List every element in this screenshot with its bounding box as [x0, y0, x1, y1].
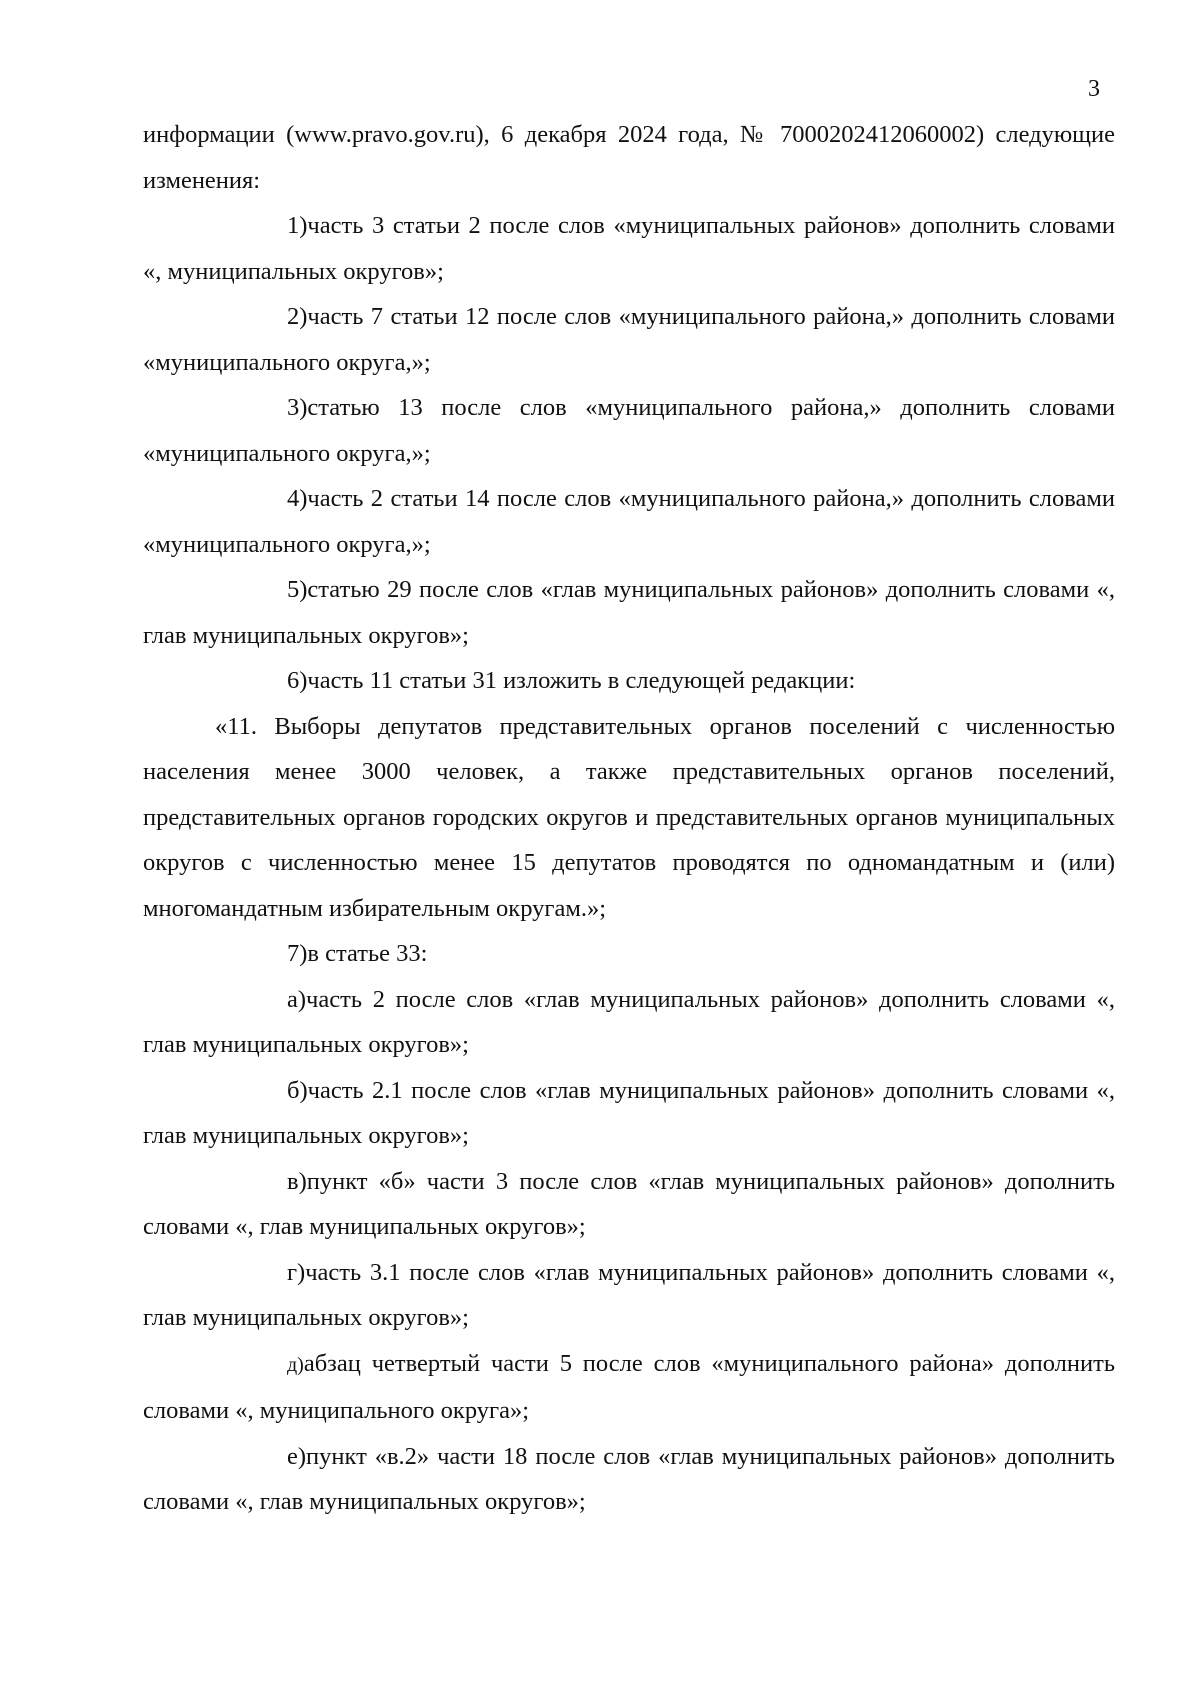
list-marker: 1) — [287, 212, 308, 239]
list-marker: е) — [287, 1442, 307, 1470]
list-item — [143, 1068, 1115, 1159]
list-item — [143, 1159, 1115, 1250]
paragraph-text: «11. Выборы депутатов представительных органов поселений с численностью населения менее 3000 человек, а также представительных органов поселений, представительных органов городских округов и представительных органов муниципальных округов с численностью менее 15 депутатов проводятся по одномандатным и (или) многомандатным избирательным округам.»; — [143, 712, 1115, 922]
list-item — [143, 1250, 1115, 1341]
paragraph-text: часть 2 после слов «глав муниципальных районов» дополнить словами «, глав муниципальных округов»; — [143, 985, 1115, 1058]
list-marker: 2) — [287, 303, 308, 330]
list-marker: 6) — [287, 667, 308, 694]
paragraph-text: в статье 33: — [307, 940, 428, 967]
list-item — [143, 294, 1115, 385]
list-marker: 4) — [287, 485, 308, 512]
list-item — [143, 1341, 1115, 1434]
paragraph-text: часть 7 статьи 12 после слов «муниципального района,» дополнить словами «муниципального округа,»; — [143, 303, 1115, 376]
list-item — [143, 476, 1115, 567]
list-marker: 5) — [287, 576, 308, 603]
list-marker: в) — [287, 1167, 307, 1195]
paragraph-text: часть 2 статьи 14 после слов «муниципального района,» дополнить словами «муниципального округа,»; — [143, 485, 1115, 558]
paragraph-text: часть 2.1 после слов «глав муниципальных районов» дополнить словами «, глав муниципальных округов»; — [143, 1076, 1115, 1149]
list-marker: 3) — [287, 394, 308, 421]
document-body — [143, 112, 1115, 1525]
quoted-provision — [143, 704, 1115, 932]
paragraph-text: часть 3 статьи 2 после слов «муниципальных районов» дополнить словами «, муниципальных округов»; — [143, 212, 1115, 285]
paragraph-intro — [143, 112, 1115, 203]
paragraph-text: пункт «в.2» части 18 после слов «глав муниципальных районов» дополнить словами «, глав муниципальных округов»; — [143, 1442, 1115, 1515]
list-item — [143, 658, 1115, 704]
list-item — [143, 1434, 1115, 1525]
list-marker: г) — [287, 1258, 306, 1286]
list-marker: б) — [287, 1076, 308, 1104]
list-item — [143, 203, 1115, 294]
page-number: 3 — [1088, 76, 1100, 102]
list-item — [143, 567, 1115, 658]
paragraph-text: информации (www.pravo.gov.ru), 6 декабря 2024 года, № 7000202412060002) следующие изменения: — [143, 121, 1115, 194]
paragraph-text: часть 3.1 после слов «глав муниципальных районов» дополнить словами «, глав муниципальных округов»; — [143, 1258, 1115, 1331]
list-marker: 7) — [287, 940, 308, 967]
paragraph-text: статью 29 после слов «глав муниципальных районов» дополнить словами «, глав муниципальных округов»; — [143, 576, 1115, 649]
list-marker: д) — [287, 1353, 304, 1376]
list-item — [143, 977, 1115, 1068]
paragraph-text: абзац четвертый части 5 после слов «муниципального района» дополнить словами «, муниципального округа»; — [143, 1349, 1115, 1424]
list-marker: а) — [287, 985, 307, 1013]
paragraph-text: часть 11 статьи 31 изложить в следующей редакции: — [307, 667, 856, 694]
list-item — [143, 931, 1115, 977]
paragraph-text: пункт «б» части 3 после слов «глав муниципальных районов» дополнить словами «, глав муниципальных округов»; — [143, 1167, 1115, 1240]
list-item — [143, 385, 1115, 476]
paragraph-text: статью 13 после слов «муниципального района,» дополнить словами «муниципального округа,»; — [143, 394, 1115, 467]
